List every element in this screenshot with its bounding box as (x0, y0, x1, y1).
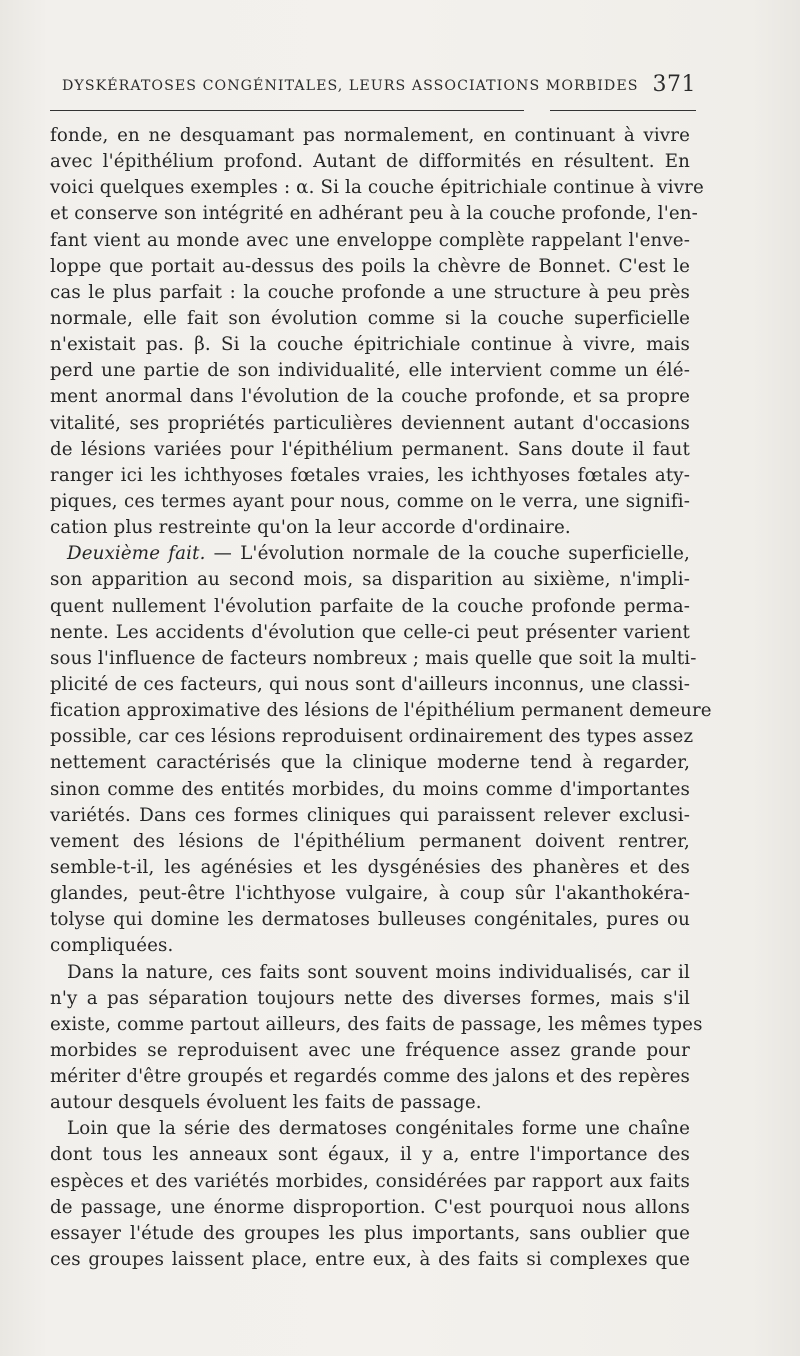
section-heading: Deuxième fait. (67, 543, 206, 565)
text-line: Loin que la série des dermatoses congénitales forme une chaîne (67, 1118, 690, 1140)
page-number: 371 (652, 72, 696, 97)
body-text (50, 123, 712, 1273)
text-line: quent nullement l'évolution parfaite de la couche profonde perma- (50, 595, 690, 617)
text-line: cas le plus parfait : la couche profonde a une structure à peu près (50, 281, 690, 303)
text-line: sous l'influence de facteurs nombreux ; mais quelle que soit la multi- (50, 647, 697, 669)
text-line: ces groupes laissent place, entre eux, à des faits si complexes que (50, 1249, 690, 1271)
text-line: et conserve son intégrité en adhérant peu à la couche profonde, l'en- (50, 203, 698, 225)
text-line: son apparition au second mois, sa disparition au sixième, n'impli- (50, 569, 690, 591)
text-line: n'y a pas séparation toujours nette des diverses formes, mais s'il (50, 987, 690, 1009)
header-rule (50, 110, 696, 111)
text-line: cation plus restreinte qu'on la leur accorde d'ordinaire. (50, 517, 571, 539)
text-line: nettement caractérisés que la clinique moderne tend à regarder, (50, 752, 690, 774)
text-line: morbides se reproduisent avec une fréquence assez grande pour (50, 1039, 690, 1061)
text-line: fant vient au monde avec une enveloppe complète rappelant l'enve- (50, 229, 690, 251)
text-line: espèces et des variétés morbides, considérées par rapport aux faits (50, 1170, 690, 1192)
text-line: semble-t-il, les agénésies et les dysgénésies des phanères et des (50, 856, 690, 878)
text-line: nente. Les accidents d'évolution que celle-ci peut présenter varient (50, 621, 690, 643)
text-line: tolyse qui domine les dermatoses bulleuses congénitales, pures ou (50, 909, 690, 931)
text-line: n'existait pas. β. Si la couche épitrichiale continue à vivre, mais (50, 334, 690, 356)
text-line: fonde, en ne desquamant pas normalement, en continuant à vivre (50, 125, 690, 146)
text-line: glandes, peut-être l'ichthyose vulgaire, à coup sûr l'akanthokéra- (50, 883, 690, 905)
text-line: vement des lésions de l'épithélium permanent doivent rentrer, (50, 830, 690, 852)
text-line: existe, comme partout ailleurs, des faits de passage, les mêmes types (50, 1013, 703, 1035)
text-line: voici quelques exemples : α. Si la couche épitrichiale continue à vivre (50, 177, 704, 199)
section-heading-continuation: — L'évolution normale de la couche superficielle, (205, 543, 690, 565)
section-heading-line (50, 541, 690, 567)
page-header (52, 72, 696, 102)
text-line: plicité de ces facteurs, qui nous sont d'ailleurs inconnus, une classi- (50, 673, 690, 695)
text-line: piques, ces termes ayant pour nous, comme on le verra, une signifi- (50, 490, 690, 512)
text-line: fication approximative des lésions de l'épithélium permanent demeure (50, 700, 712, 722)
text-line: perd une partie de son individualité, elle intervient comme un élé- (50, 360, 690, 382)
text-line: Dans la nature, ces faits sont souvent moins individualisés, car il (67, 961, 690, 983)
text-line: ment anormal dans l'évolution de la couche profonde, et sa propre (50, 386, 690, 408)
text-line: essayer l'étude des groupes les plus importants, sans oublier que (50, 1222, 690, 1244)
text-line: possible, car ces lésions reproduisent ordinairement des types assez (50, 726, 694, 748)
text-line: avec l'épithélium profond. Autant de difformités en résultent. En (50, 151, 690, 173)
text-line: sinon comme des entités morbides, du moins comme d'importantes (50, 778, 690, 800)
running-title: DYSKÉRATOSES CONGÉNITALES, LEURS ASSOCIATIONS MORBIDES (62, 78, 639, 94)
text-line: variétés. Dans ces formes cliniques qui paraissent relever exclusi- (50, 804, 690, 826)
text-line: de passage, une énorme disproportion. C'est pourquoi nous allons (50, 1196, 690, 1218)
text-line: loppe que portait au-dessus des poils la chèvre de Bonnet. C'est le (50, 255, 690, 277)
text-line: dont tous les anneaux sont égaux, il y a, entre l'importance des (50, 1144, 690, 1166)
text-line: autour desquels évoluent les faits de passage. (50, 1092, 482, 1114)
text-line: vitalité, ses propriétés particulières deviennent autant d'occasions (50, 412, 690, 434)
header-rule-gap (524, 107, 550, 113)
text-line: mériter d'être groupés et regardés comme des jalons et des repères (50, 1066, 690, 1088)
text-line: ranger ici les ichthyoses fœtales vraies, les ichthyoses fœtales aty- (50, 464, 690, 486)
text-line: compliquées. (50, 935, 174, 957)
text-line: normale, elle fait son évolution comme si la couche superficielle (50, 307, 690, 329)
text-line: de lésions variées pour l'épithélium permanent. Sans doute il faut (50, 438, 690, 460)
